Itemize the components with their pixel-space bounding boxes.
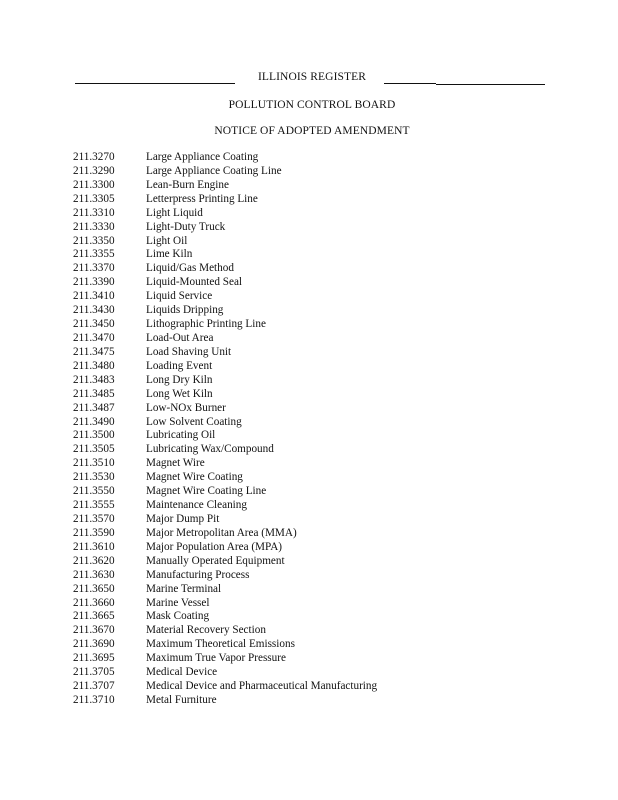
section-number: 211.3510 — [73, 457, 115, 470]
definition-row — [73, 513, 377, 527]
definition-row — [73, 235, 377, 249]
section-number: 211.3555 — [73, 499, 115, 512]
section-number: 211.3370 — [73, 262, 115, 275]
defined-term: Maintenance Cleaning — [146, 499, 247, 512]
defined-term: Liquid Service — [146, 290, 213, 303]
section-number: 211.3630 — [73, 568, 115, 581]
defined-term: Load Shaving Unit — [146, 345, 232, 358]
definition-row — [73, 457, 377, 471]
section-number: 211.3707 — [73, 680, 115, 693]
definition-row — [73, 332, 377, 346]
section-number: 211.3695 — [73, 652, 115, 665]
section-number: 211.3480 — [73, 359, 115, 372]
section-number: 211.3650 — [73, 582, 115, 595]
defined-term: Long Wet Kiln — [146, 387, 213, 400]
definition-row — [73, 416, 377, 430]
section-number: 211.3310 — [73, 206, 115, 219]
definition-row — [73, 262, 377, 276]
section-number: 211.3390 — [73, 276, 115, 289]
definition-row — [73, 360, 377, 374]
section-number: 211.3487 — [73, 401, 115, 414]
definition-row — [73, 388, 377, 402]
defined-term: Medical Device — [146, 666, 218, 679]
definition-row — [73, 221, 377, 235]
defined-term: Liquids Dripping — [146, 304, 224, 317]
defined-term: Light-Duty Truck — [146, 220, 226, 233]
defined-term: Light Oil — [146, 234, 188, 247]
definition-row — [73, 429, 377, 443]
section-number: 211.3570 — [73, 512, 115, 525]
section-number: 211.3590 — [73, 526, 115, 539]
defined-term: Major Dump Pit — [146, 512, 220, 525]
defined-term: Magnet Wire — [146, 457, 205, 470]
defined-term: Medical Device and Pharmaceutical Manufacturing — [146, 680, 378, 693]
definition-row — [73, 624, 377, 638]
defined-term: Manufacturing Process — [146, 568, 250, 581]
definition-row — [73, 541, 377, 555]
section-number: 211.3330 — [73, 220, 115, 233]
section-number: 211.3620 — [73, 554, 115, 567]
section-number: 211.3665 — [73, 610, 115, 623]
definition-row — [73, 318, 377, 332]
defined-term: Maximum Theoretical Emissions — [146, 638, 295, 651]
section-number: 211.3670 — [73, 624, 115, 637]
definition-row — [73, 638, 377, 652]
definition-row — [73, 179, 377, 193]
notice-title: NOTICE OF ADOPTED AMENDMENT — [214, 125, 410, 137]
section-number: 211.3483 — [73, 373, 115, 386]
definition-row — [73, 610, 377, 624]
defined-term: Magnet Wire Coating Line — [146, 485, 267, 498]
defined-term: Letterpress Printing Line — [146, 192, 258, 205]
defined-term: Large Appliance Coating — [146, 151, 259, 163]
section-number: 211.3660 — [73, 596, 115, 609]
definition-row — [73, 499, 377, 513]
defined-term: Light Liquid — [146, 206, 203, 219]
section-number: 211.3410 — [73, 290, 115, 303]
section-number: 211.3450 — [73, 318, 115, 331]
section-number: 211.3500 — [73, 429, 115, 442]
defined-term: Large Appliance Coating Line — [146, 164, 282, 177]
header-rule-left — [75, 83, 235, 84]
definition-row — [73, 694, 377, 708]
defined-term: Loading Event — [146, 359, 213, 372]
definition-row — [73, 652, 377, 666]
section-number: 211.3300 — [73, 178, 115, 191]
defined-term: Load-Out Area — [146, 331, 214, 344]
section-number: 211.3690 — [73, 638, 115, 651]
section-number: 211.3505 — [73, 443, 115, 456]
definition-row — [73, 193, 377, 207]
defined-term: Marine Terminal — [146, 582, 222, 595]
defined-term: Major Population Area (MPA) — [146, 540, 283, 553]
section-number: 211.3705 — [73, 666, 115, 679]
section-number: 211.3290 — [73, 164, 115, 177]
definition-row — [73, 165, 377, 179]
section-number: 211.3530 — [73, 471, 115, 484]
defined-term: Lubricating Wax/Compound — [146, 443, 274, 456]
definition-row — [73, 304, 377, 318]
definition-row — [73, 569, 377, 583]
defined-term: Metal Furniture — [146, 693, 217, 706]
definition-row — [73, 151, 377, 165]
definition-row — [73, 485, 377, 499]
defined-term: Long Dry Kiln — [146, 373, 213, 386]
defined-term: Lime Kiln — [146, 248, 193, 261]
definition-row — [73, 527, 377, 541]
definition-row — [73, 374, 377, 388]
section-number: 211.3550 — [73, 485, 115, 498]
section-number: 211.3350 — [73, 234, 115, 247]
defined-term: Maximum True Vapor Pressure — [146, 652, 286, 665]
section-number: 211.3305 — [73, 192, 115, 205]
register-title: ILLINOIS REGISTER — [257, 71, 367, 83]
definition-row — [73, 555, 377, 569]
header-rule-middle — [384, 83, 436, 84]
defined-term: Low Solvent Coating — [146, 415, 242, 428]
defined-term: Lubricating Oil — [146, 429, 216, 442]
board-title: POLLUTION CONTROL BOARD — [228, 99, 396, 111]
definition-row — [73, 597, 377, 611]
definition-row — [73, 471, 377, 485]
section-number: 211.3610 — [73, 540, 115, 553]
definition-row — [73, 276, 377, 290]
section-number: 211.3710 — [73, 693, 115, 706]
section-number: 211.3355 — [73, 248, 115, 261]
definition-row — [73, 207, 377, 221]
section-number: 211.3475 — [73, 345, 115, 358]
definition-row — [73, 666, 377, 680]
definition-row — [73, 402, 377, 416]
defined-term: Major Metropolitan Area (MMA) — [146, 526, 297, 539]
definitions-list — [73, 151, 377, 708]
defined-term: Lithographic Printing Line — [146, 318, 266, 331]
defined-term: Liquid-Mounted Seal — [146, 276, 243, 289]
definition-row — [73, 290, 377, 304]
section-number: 211.3485 — [73, 387, 115, 400]
section-number: 211.3470 — [73, 331, 115, 344]
defined-term: Low-NOx Burner — [146, 401, 226, 414]
defined-term: Material Recovery Section — [146, 624, 266, 637]
definition-row — [73, 248, 377, 262]
defined-term: Liquid/Gas Method — [146, 262, 234, 275]
definition-row — [73, 583, 377, 597]
defined-term: Lean-Burn Engine — [146, 178, 229, 191]
defined-term: Marine Vessel — [146, 596, 210, 609]
definition-row — [73, 680, 377, 694]
section-number: 211.3490 — [73, 415, 115, 428]
defined-term: Mask Coating — [146, 610, 210, 623]
header-rule-right — [436, 84, 545, 85]
definition-row — [73, 346, 377, 360]
definition-row — [73, 443, 377, 457]
defined-term: Magnet Wire Coating — [146, 471, 243, 484]
section-number: 211.3270 — [73, 151, 115, 163]
defined-term: Manually Operated Equipment — [146, 554, 285, 567]
section-number: 211.3430 — [73, 304, 115, 317]
